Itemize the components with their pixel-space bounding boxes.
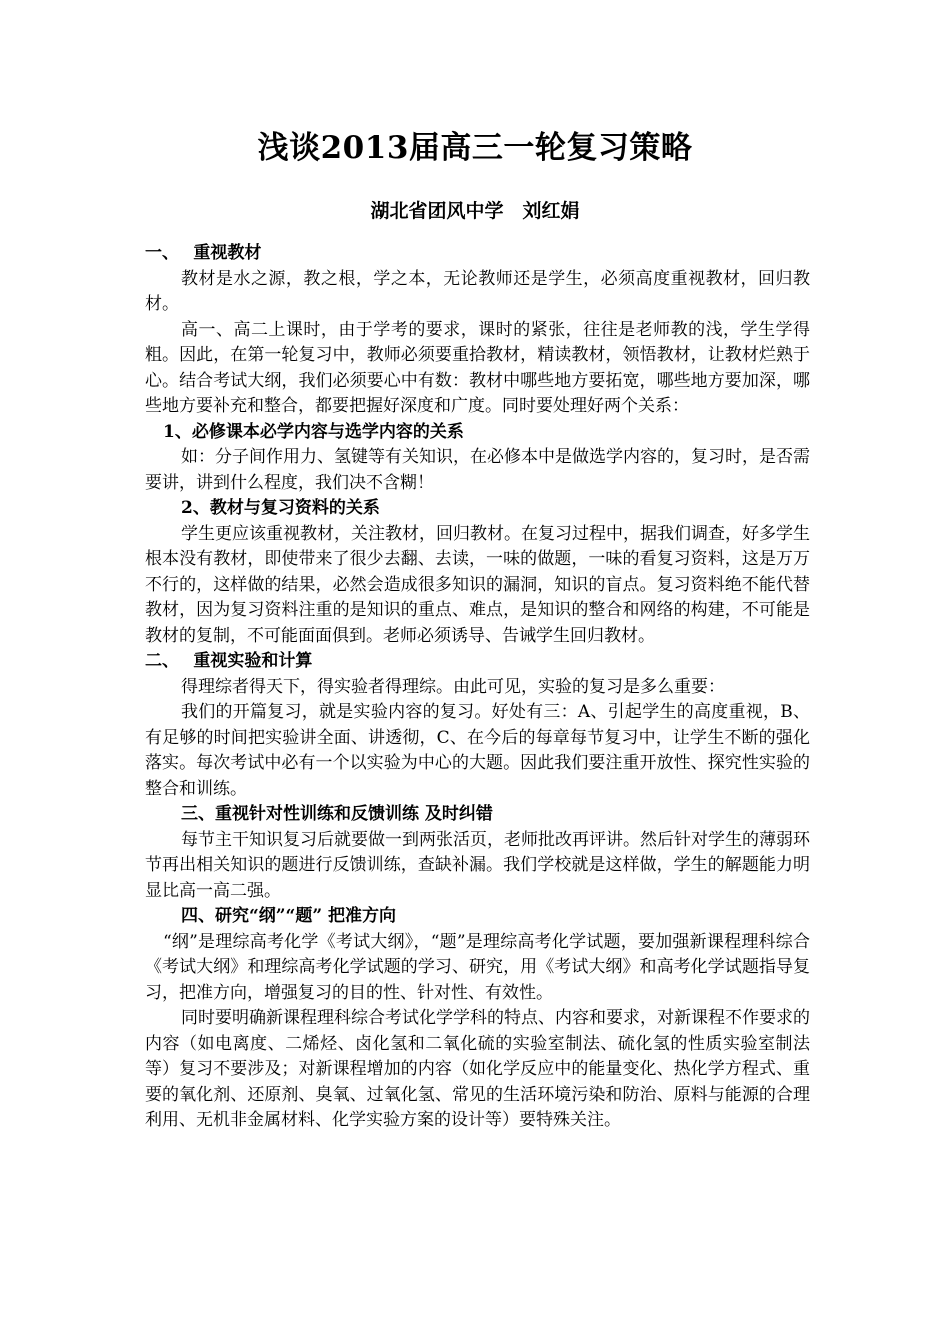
document-body xyxy=(145,241,810,1134)
section-4-paragraph-2: 同时要明确新课程理科综合考试化学学科的特点、内容和要求，对新课程不作要求的内容（如电离度、二烯烃、卤化氢和二氧化硫的实验室制法、硫化氢的性质实验室制法等）复习不要涉及；对新课程增加的内容（如化学反应中的能量变化、热化学方程式、重要的氧化剂、还原剂、臭氧、过氧化氢、常见的生活环境污染和防治、原料与能源的合理利用、无机非金属材料、化学实验方案的设计等）要特殊关注。 xyxy=(145,1008,810,1130)
author-line: 湖北省团风中学 刘红娟 xyxy=(370,200,580,222)
section-2-paragraph-2: 我们的开篇复习，就是实验内容的复习。好处有三：A、引起学生的高度重视，B、有足够的时间把实验讲全面、讲透彻，C、在今后的每章每节复习中，让学生不断的强化落实。每次考试中必有一个以实验为中心的大题。因此我们要注重开放性、探究性实验的整合和训练。 xyxy=(145,702,810,799)
section-1-paragraph-2: 高一、高二上课时，由于学考的要求，课时的紧张，往往是老师教的浅，学生学得粗。因此，在第一轮复习中，教师必须要重拾教材，精读教材，领悟教材，让教材烂熟于心。结合考试大纲，我们必须要心中有数：教材中哪些地方要拓宽，哪些地方要加深，哪些地方要补充和整合，都要把握好深度和广度。同时要处理好两个关系： xyxy=(145,319,810,416)
section-3-paragraph-1: 每节主干知识复习后就要做一到两张活页，老师批改再评讲。然后针对学生的薄弱环节再出相关知识的题进行反馈训练，查缺补漏。我们学校就是这样做，学生的解题能力明显比高一高二强。 xyxy=(145,829,810,901)
section-2-heading: 二、 重视实验和计算 xyxy=(145,651,313,671)
section-4-paragraph-1: “纲”是理综高考化学《考试大纲》，“题”是理综高考化学试题，要加强新课程理科综合《考试大纲》和理综高考化学试题的学习、研究，用《考试大纲》和高考化学试题指导复习，把准方向，增强复习的目的性、针对性、有效性。 xyxy=(145,931,810,1003)
section-2-paragraph-1: 得理综者得天下，得实验者得理综。由此可见，实验的复习是多么重要： xyxy=(181,676,725,697)
section-1-paragraph-4: 学生更应该重视教材，关注教材，回归教材。在复习过程中，据我们调查，好多学生根本没有教材，即使带来了很少去翻、去读，一味的做题，一味的看复习资料，这是万万不行的，这样做的结果，必然会造成很多知识的漏洞，知识的盲点。复习资料绝不能代替教材，因为复习资料注重的是知识的重点、难点，是知识的整合和网络的构建，不可能是教材的复制，不可能面面俱到。老师必须诱导、告诫学生回归教材。 xyxy=(145,523,810,646)
subsection-1-heading: 1、必修课本必学内容与选学内容的关系 xyxy=(163,421,464,442)
section-4-heading: 四、研究“纲”“题” 把准方向 xyxy=(181,906,397,926)
section-3-heading: 三、重视针对性训练和反馈训练 及时纠错 xyxy=(181,804,493,824)
section-1-paragraph-3: 如：分子间作用力、氢键等有关知识，在必修本中是做选学内容的，复习时，是否需要讲，讲到什么程度，我们决不含糊！ xyxy=(145,447,810,493)
document-title: 浅谈2013届高三一轮复习策略 xyxy=(257,130,693,166)
subsection-2-heading: 2、教材与复习资料的关系 xyxy=(181,498,380,518)
section-1-paragraph-1: 教材是水之源，教之根，学之本，无论教师还是学生，必须高度重视教材，回归教材。 xyxy=(145,268,810,314)
section-1-heading: 一、 重视教材 xyxy=(145,243,262,263)
